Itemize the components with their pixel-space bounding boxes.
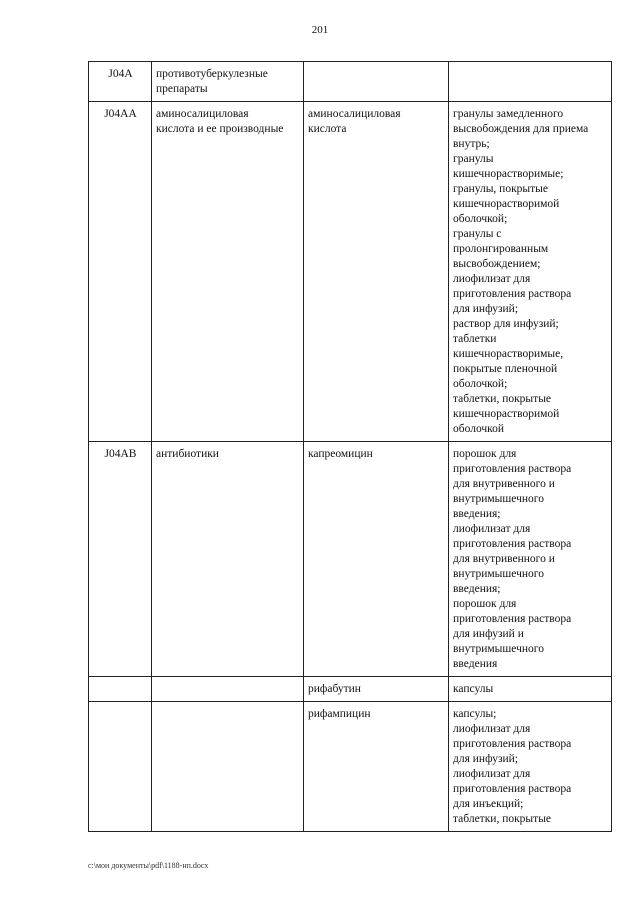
atc-code-cell: J04AA: [89, 102, 152, 442]
drug-cell: капреомицин: [304, 442, 449, 677]
atc-code-cell: [89, 677, 152, 702]
group-cell: [152, 702, 304, 832]
drug-cell: [304, 62, 449, 102]
dosage-forms-cell: капсулы; лиофилизат для приготовления раствора для инфузий; лиофилизат для приготовления раствора для инъекций; таблетки, покрытые: [449, 702, 612, 832]
group-cell: антибиотики: [152, 442, 304, 677]
table-row: [89, 62, 612, 102]
drug-cell: рифабутин: [304, 677, 449, 702]
table-row: [89, 677, 612, 702]
dosage-forms-cell: гранулы замедленного высвобождения для приема внутрь; гранулы кишечнорастворимые; гранулы, покрытые кишечнорастворимой оболочкой; гранулы с пролонгированным высвобождением; лиофилизат для приготовления раствора для инфузий; раствор для инфузий; таблетки кишечнорастворимые, покрытые пленочной оболочкой; таблетки, покрытые кишечнорастворимой оболочкой: [449, 102, 612, 442]
drug-table: [88, 61, 612, 832]
dosage-forms-cell: [449, 62, 612, 102]
group-cell: противотуберкулезные препараты: [152, 62, 304, 102]
drug-cell: рифампицин: [304, 702, 449, 832]
group-cell: [152, 677, 304, 702]
atc-code-cell: J04AB: [89, 442, 152, 677]
group-cell: аминосалициловая кислота и ее производные: [152, 102, 304, 442]
table-row: [89, 442, 612, 677]
dosage-forms-cell: капсулы: [449, 677, 612, 702]
drug-cell: аминосалициловая кислота: [304, 102, 449, 442]
page-number: 201: [311, 24, 329, 36]
table-row: [89, 702, 612, 832]
atc-code-cell: [89, 702, 152, 832]
footer-file-path: c:\мои документы\pdf\1188-нп.docx: [88, 861, 209, 870]
atc-code-cell: J04A: [89, 62, 152, 102]
dosage-forms-cell: порошок для приготовления раствора для внутривенного и внутримышечного введения; лиофилизат для приготовления раствора для внутривенного и внутримышечного введения; порошок для приготовления раствора для инфузий и внутримышечного введения: [449, 442, 612, 677]
table-row: [89, 102, 612, 442]
